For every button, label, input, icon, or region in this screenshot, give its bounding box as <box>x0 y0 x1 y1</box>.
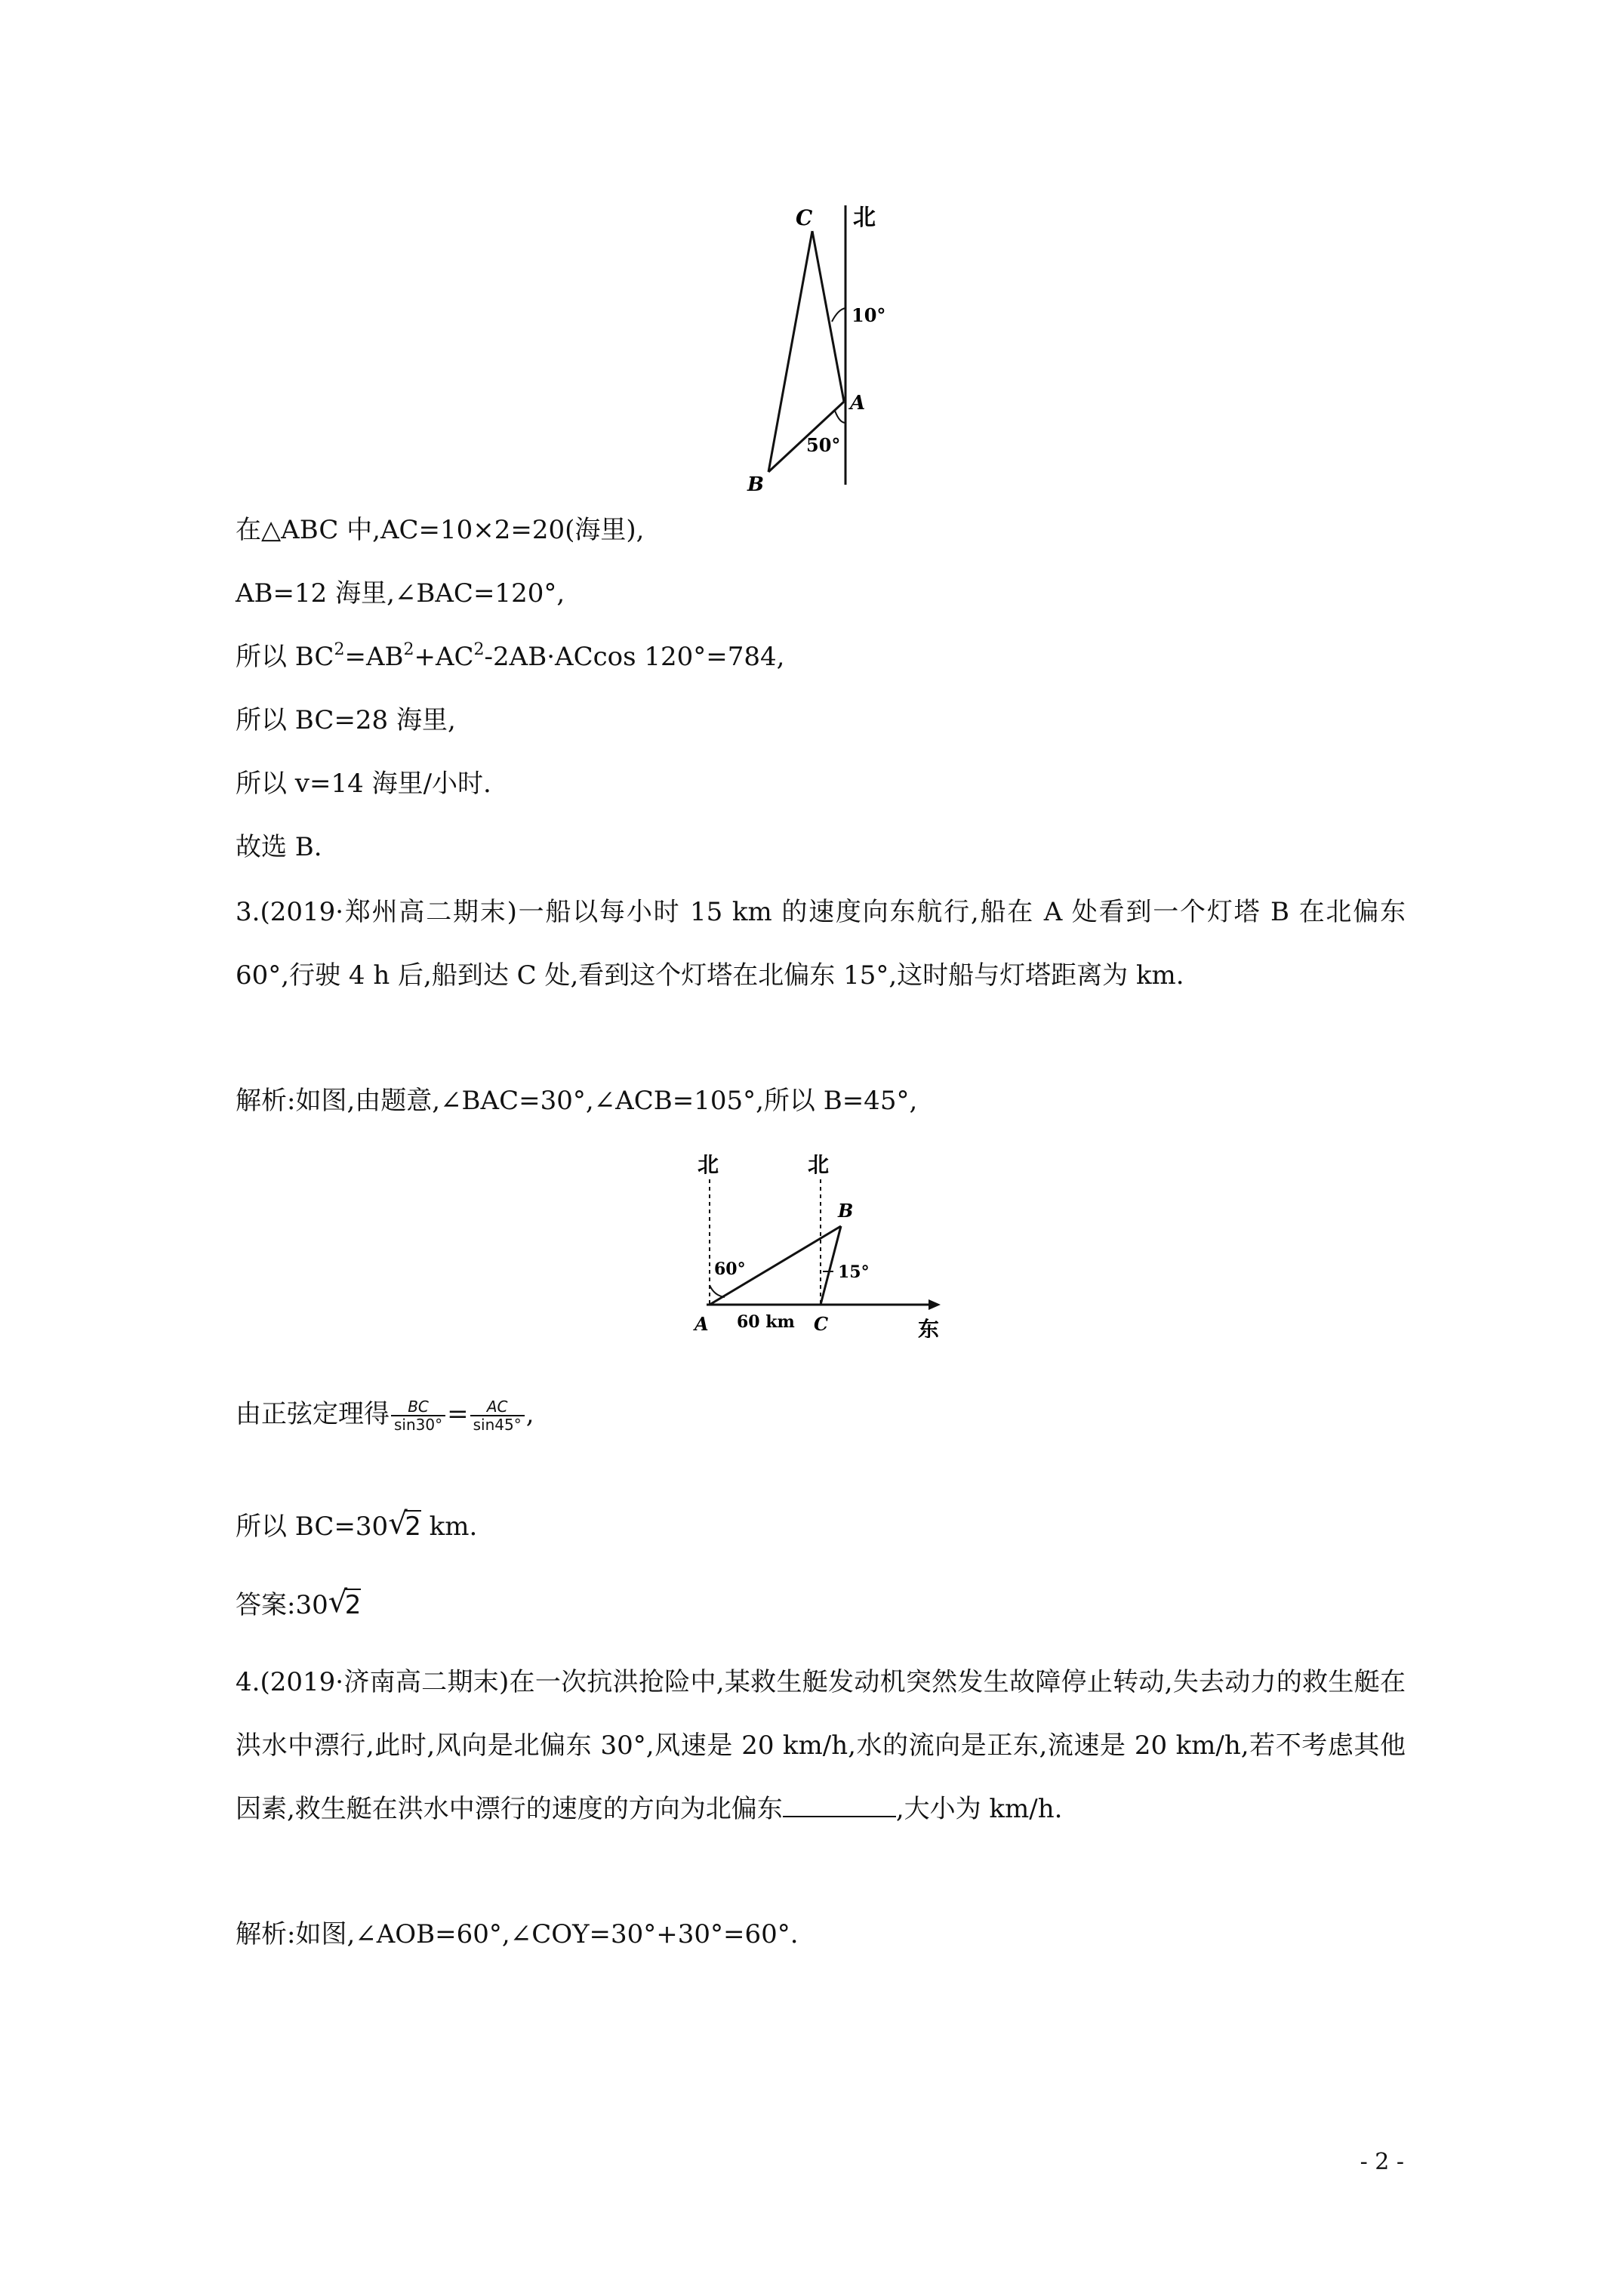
answer-radicand: 2 <box>344 1590 362 1620</box>
text-line-4: 所以 BC=28 海里, <box>236 705 456 735</box>
bearing-figure-2 <box>679 1149 959 1338</box>
label-a: A <box>694 1313 709 1335</box>
t3s3: 2 <box>473 640 485 659</box>
distance-label: 60 km <box>737 1312 795 1332</box>
label-c: C <box>814 1313 829 1335</box>
north-left: 北 <box>698 1152 719 1177</box>
fraction-2-num: AC <box>470 1398 525 1416</box>
north-right: 北 <box>808 1152 830 1177</box>
equals: = <box>447 1399 469 1429</box>
text-line-3 <box>236 642 784 672</box>
answer-blank <box>783 1793 896 1817</box>
label-b: B <box>747 473 764 496</box>
angle-arc-50 <box>835 411 845 423</box>
angle-60: 60° <box>714 1259 746 1279</box>
angle-arc-10 <box>832 308 845 322</box>
answer-prefix: 答案:30 <box>236 1590 328 1620</box>
question-3-analysis: 解析:如图,由题意,∠BAC=30°,∠ACB=105°,所以 B=45°, <box>236 1086 918 1116</box>
answer-line <box>236 1585 362 1620</box>
t3a: 所以 BC <box>236 642 334 672</box>
triangle-figure-1 <box>732 196 913 498</box>
angle-15: 15° <box>838 1262 870 1282</box>
label-c: C <box>796 205 813 230</box>
q4-text-b: ,大小为 km/h. <box>895 1794 1063 1824</box>
bc-prefix: 所以 BC=30 <box>236 1512 389 1542</box>
text-line-6: 故选 B. <box>236 832 322 862</box>
label-b: B <box>838 1200 854 1222</box>
text-line-1: 在△ABC 中,AC=10×2=20(海里), <box>236 515 645 545</box>
sine-law-prefix: 由正弦定理得 <box>236 1399 390 1429</box>
label-north: 北 <box>853 205 876 231</box>
east-arrowhead <box>929 1299 941 1310</box>
question-3: 3.(2019·郑州高二期末)一船以每小时 15 km 的速度向东航行,船在 A 处看到一个灯塔 B 在北偏东 60°,行驶 4 h 后,船到达 C 处,看到这个灯塔在北偏东 15°,这时船与灯塔距离为 km. <box>236 897 1406 991</box>
sine-law-line <box>236 1398 534 1433</box>
label-angle10: 10° <box>852 304 886 326</box>
fraction-1-num: BC <box>391 1398 445 1416</box>
side-ca <box>812 231 844 402</box>
t3c: +AC <box>414 642 474 672</box>
fraction-1 <box>391 1398 445 1433</box>
text-line-5: 所以 v=14 海里/小时. <box>236 769 491 799</box>
answer-sqrt: √ 2 <box>328 1585 362 1620</box>
angle-arc-60 <box>710 1285 725 1297</box>
label-angle50: 50° <box>806 434 841 456</box>
t3d: -2AB·ACcos 120°=784, <box>484 642 785 672</box>
fraction-1-den: sin30° <box>394 1416 443 1434</box>
sqrt-symbol: √ 2 <box>388 1506 421 1542</box>
question-4 <box>236 1650 1406 1841</box>
bc-result-line <box>236 1506 478 1542</box>
page-number: - 2 - <box>1360 2149 1404 2175</box>
bc-suffix: km. <box>420 1512 478 1542</box>
t3b: =AB <box>344 642 404 672</box>
sine-law-suffix: , <box>525 1399 534 1429</box>
t3s1: 2 <box>334 640 345 659</box>
fraction-2-den: sin45° <box>473 1416 522 1434</box>
q4-text-a: 4.(2019·济南高二期末)在一次抗洪抢险中,某救生艇发动机突然发生故障停止转动,失去动力的救生艇在洪水中漂行,此时,风向是北偏东 30°,风速是 20 km/h,水的流向是正东,流速是 20 km/h,若不考虑其他因素,救生艇在洪水中漂行的速度的方向为北偏东 <box>236 1667 1406 1824</box>
fraction-2 <box>470 1398 525 1433</box>
label-a: A <box>850 392 866 415</box>
t3s2: 2 <box>403 640 414 659</box>
east-label: 东 <box>918 1317 940 1338</box>
radicand: 2 <box>405 1512 421 1542</box>
text-line-2: AB=12 海里,∠BAC=120°, <box>236 578 565 609</box>
question-4-analysis: 解析:如图,∠AOB=60°,∠COY=30°+30°=60°. <box>236 1919 799 1949</box>
